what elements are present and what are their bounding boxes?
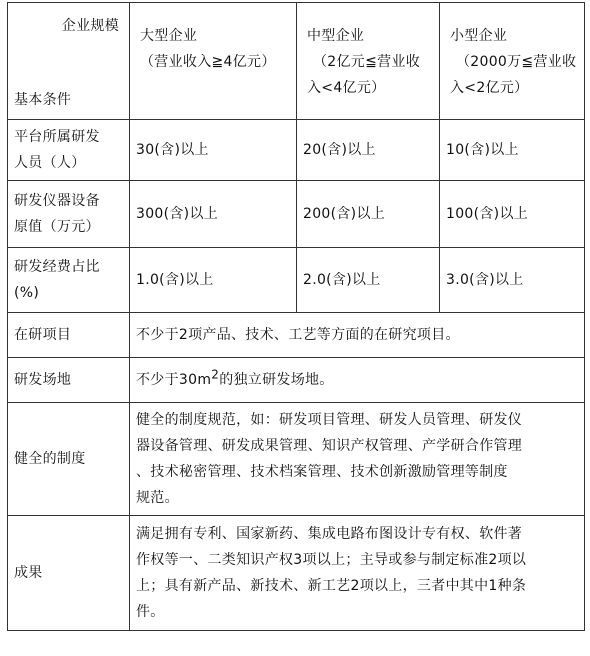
site-text-before: 不少于30m [136,372,212,388]
header-small [440,3,585,120]
header-large-sub: （营业收入≧4亿元） [140,54,276,70]
cell-span [130,403,585,516]
row-label-line: 平台所属研发 [14,129,100,145]
row-label-line: (%) [14,285,40,301]
cell-large: 1.0(含)以上 [130,248,297,313]
row-label-line: 原值（万元） [14,219,100,235]
row-label [8,248,130,313]
corner-bottom-label: 基本条件 [14,92,72,108]
text-line: 规范。 [136,490,179,506]
header-small-title: 小型企业 [450,28,508,44]
site-text-after: 的独立研发场地。 [219,372,334,388]
cell-span [130,516,585,631]
cell-large: 300(含)以上 [130,181,297,248]
header-small-sub1: （2000万≦营业收 [456,54,577,70]
cell-large: 30(含)以上 [130,120,297,181]
text-line: 、技术秘密管理、技术档案管理、技术创新激励管理等制度 [136,464,508,480]
row-label: 健全的制度 [8,403,130,516]
text-line: 件。 [136,604,165,620]
header-medium-sub1: （2亿元≦营业收 [313,54,421,70]
row-label-line: 研发经费占比 [14,259,100,275]
text-line: 作权等一、二类知识产权3项以上；主导或参与制定标准2项以 [136,552,527,568]
table-row [8,248,585,313]
header-large-title: 大型企业 [140,28,198,44]
cell-medium: 200(含)以上 [297,181,440,248]
cell-small: 3.0(含)以上 [440,248,585,313]
cell-medium: 2.0(含)以上 [297,248,440,313]
table-row [8,120,585,181]
cell-span: 不少于2项产品、技术、工艺等方面的在研究项目。 [130,313,585,358]
corner-top-label: 企业规模 [61,18,119,34]
row-label: 研发场地 [8,358,130,403]
cell-medium: 20(含)以上 [297,120,440,181]
row-label: 成果 [8,516,130,631]
table-row [8,403,585,516]
cell-small: 10(含)以上 [440,120,585,181]
cell-span [130,358,585,403]
cell-small: 100(含)以上 [440,181,585,248]
header-medium-title: 中型企业 [307,28,365,44]
row-label [8,120,130,181]
row-label-line: 人员（人） [14,155,86,171]
row-label: 在研项目 [8,313,130,358]
header-medium-sub2: 入<4亿元） [307,80,386,96]
table-row [8,181,585,248]
corner-header-cell [8,3,130,120]
conditions-table [7,2,585,631]
header-medium [297,3,440,120]
table-row [8,313,585,358]
table-row [8,358,585,403]
header-small-sub2: 入<2亿元） [450,80,529,96]
header-large [130,3,297,120]
text-line: 健全的制度规范，如：研发项目管理、研发人员管理、研发仪 [136,412,523,428]
row-label-line: 研发仪器设备 [14,193,100,209]
row-label [8,181,130,248]
site-superscript: 2 [211,367,220,382]
table-row [8,516,585,631]
text-line: 满足拥有专利、国家新药、集成电路布图设计专有权、软件著 [136,526,523,542]
text-line: 上；具有新产品、新技术、新工艺2项以上，三者中其中1种条 [136,578,527,594]
text-line: 器设备管理、研发成果管理、知识产权管理、产学研合作管理 [136,438,523,454]
